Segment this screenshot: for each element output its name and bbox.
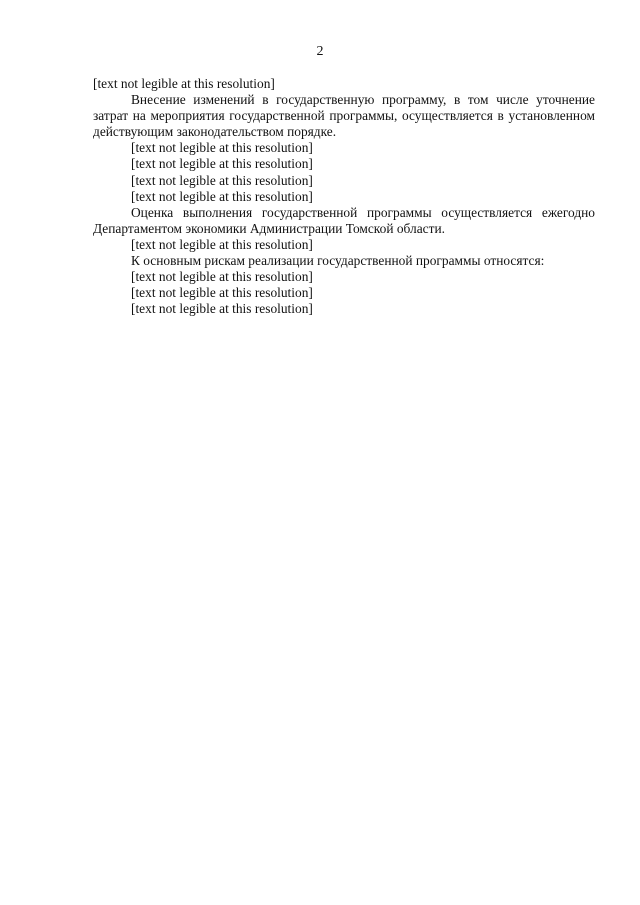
page-number: 2 — [316, 44, 324, 59]
paragraph-program-changes: Внесение изменений в государственную программу, в том числе уточнение затрат на мероприятия государственной программы, осуществляется в установленном действующим законодательством порядке. — [93, 92, 595, 140]
paragraph-legal-risks: [text not legible at this resolution] — [131, 285, 313, 301]
paragraph-control: [text not legible at this resolution] — [131, 172, 313, 188]
paragraph-financing-volume: [text not legible at this resolution] — [131, 140, 313, 156]
paragraph-monitoring: [text not legible at this resolution] — [131, 188, 313, 204]
document-body — [93, 76, 595, 317]
paragraph-evaluation: Оценка выполнения государственной программы осуществляется ежегодно Департаментом экономики Администрации Томской области. — [93, 204, 595, 236]
paragraph-risks-intro: К основным рискам реализации государственной программы относятся: — [131, 253, 545, 269]
paragraph-financial-risks: [text not legible at this resolution] — [131, 269, 313, 285]
paragraph-decision-continuation: [text not legible at this resolution] — [93, 76, 275, 91]
paragraph-organizational-risks: [text not legible at this resolution] — [131, 301, 313, 317]
paragraph-adjustment-proposals: [text not legible at this resolution] — [131, 236, 313, 252]
paragraph-extrabudgetary-sources: [text not legible at this resolution] — [131, 156, 313, 172]
